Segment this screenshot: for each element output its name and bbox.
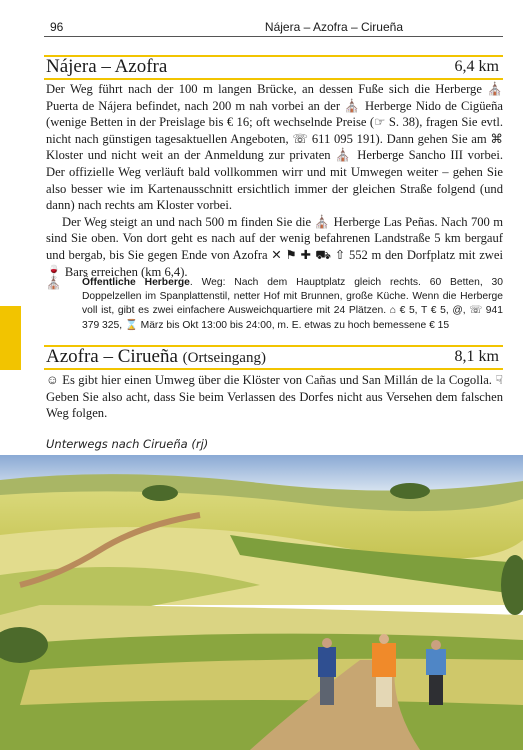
section2-paragraph-1: ☺ Es gibt hier einen Umweg über die Klöster von Cañas und San Millán de la Cogolla. ☟ Geben Sie also acht, dass Sie beim Verlassen des Dorfes nicht aus Versehen dem falschen Weg folgen. [46,373,503,421]
page-number: 96 [50,20,64,34]
section1-body [46,81,503,280]
photo-caption: Unterwegs nach Cirueña (rj) [46,437,209,451]
hiker-1 [318,638,336,705]
section2-bottom-rule [44,368,503,370]
section1-paragraph-2: Der Weg steigt an und nach 500 m finden Sie die ⛪ Herberge Las Peñas. Nach 700 m sind Sie oben. Von dort geht es nach auf der wenig befahrenen Landstraße 5 km bergauf und bergab, bis Sie gegen Ende von Azofra ✕ ⚑ ✚ ⛟ ⇧ 552 m den Dorfplatz mit zwei 🍷 Bars erreichen (km 6,4). [46,214,503,279]
running-title: Nájera – Azofra – Cirueña [264,20,403,34]
section2-distance: 8,1 km [454,348,499,365]
section1-paragraph-1: Der Weg führt nach der 100 m langen Brücke, an dessen Fuße sich die Herberge ⛪ Puerta de Nájera befindet, nach 200 m nah vorbei an der ⛪ Herberge Nido de Cigüeña (wenige Betten in der Preislage bis € 16; oft wechselnde Preise (☞ S. 38), fragen Sie evtl. nicht nach günstigen tagesaktuellen Angeboten, ☏ 611 095 191). Dann gehen Sie am ⌘ Kloster und nicht weit an der Anmeldung zur privaten ⛪ Herberge Sancho III vorbei. Der offizielle Weg verläuft bald vollkommen wirr und mit Umwegen weiter – gehen Sie also besser wie im Kartenausschnitt ersichtlich immer der gleichen Straße folgend (und dann) nach rechts am Kloster vorbei. [46,82,503,213]
hiker-3 [426,640,446,705]
section2-body [46,372,503,422]
hostel-label: Öffentliche Herberge [82,277,190,288]
section1-distance: 6,4 km [454,58,499,75]
chapter-side-tab [0,306,21,370]
landscape-photo [0,455,523,750]
hostel-description: . Weg: Nach dem Hauptplatz gleich rechts. 60 Betten, 30 Doppelzellen im Spanplattenstil, netter Hof mit Brunnen, große Küche. Wenn die Herberge voll ist, gibt es zwei einfachere Ausweichquartiere mit 24 Plätzen. ⌂ € 5, T € 5, @, ☏ 941 379 325, ⌛ März bis Okt 13:00 bis 24:00, m. E. etwas zu hoch bemessene € 15 [82,277,503,331]
section1-title: Nájera – Azofra [46,56,168,77]
section2-title: Azofra – Cirueña [46,346,178,367]
hostel-icon: ⛪ [46,276,61,290]
section2-heading [46,346,266,368]
page-header [44,6,503,37]
section2-subtitle: (Ortseingang) [182,350,266,366]
hostel-info-box [46,276,503,333]
section1-bottom-rule [44,78,503,80]
